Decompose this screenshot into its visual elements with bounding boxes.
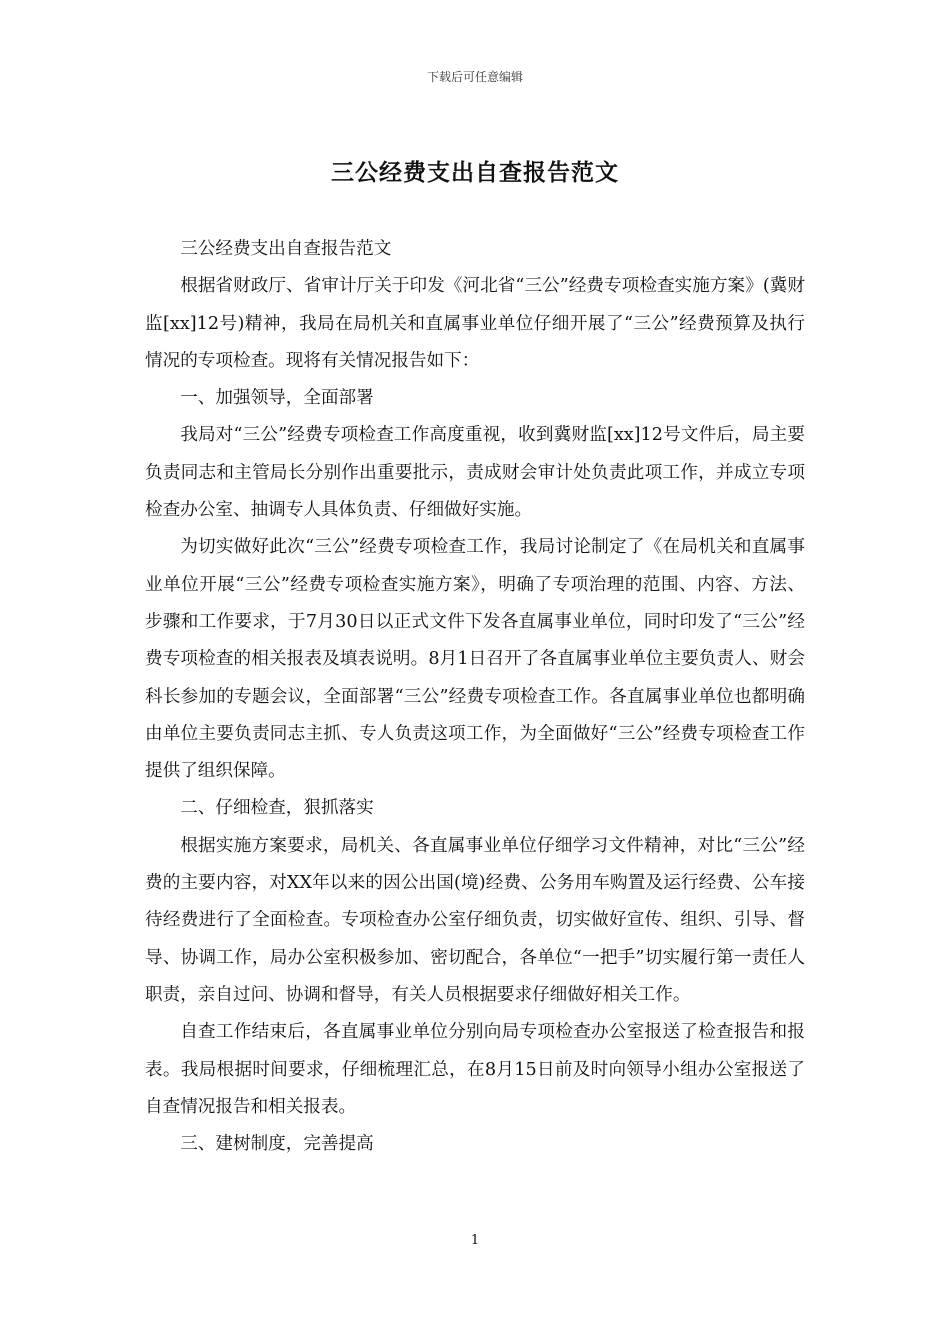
paragraph: 为切实做好此次“三公”经费专项检查工作，我局讨论制定了《在局机关和直属事业单位开展“三公”经费专项检查实施方案》，明确了专项治理的范围、内容、方法、步骤和工作要求，于7月30日以正式文件下发各直属事业单位，同时印发了“三公”经费专项检查的相关报表及填表说明。8月1日召开了各直属事业单位主要负责人、财会科长参加的专题会议，全面部署“三公”经费专项检查工作。各直属事业单位也都明确由单位主要负责同志主抓、专人负责这项工作，为全面做好“三公”经费专项检查工作提供了组织保障。 xyxy=(145,537,805,782)
document-body xyxy=(145,231,805,1163)
paragraph-intro: 根据省财政厅、省审计厅关于印发《河北省“三公”经费专项检查实施方案》(冀财监[xx]12号)精神，我局在局机关和直属事业单位仔细开展了“三公”经费预算及执行情况的专项检查。现将有关情况报告如下： xyxy=(145,276,805,371)
page-number: 1 xyxy=(470,1233,480,1248)
paragraph: 自查工作结束后，各直属事业单位分别向局专项检查办公室报送了检查报告和报表。我局根据时间要求，仔细梳理汇总，在8月15日前及时向领导小组办公室报送了自查情况报告和相关报表。 xyxy=(145,1022,805,1117)
section-heading-3: 三、建树制度，完善提高 xyxy=(180,1134,374,1155)
paragraph: 我局对“三公”经费专项检查工作高度重视，收到冀财监[xx]12号文件后，局主要负责同志和主管局长分别作出重要批示，责成财会审计处负责此项工作，并成立专项检查办公室、抽调专人具体负责、仔细做好实施。 xyxy=(145,425,805,521)
section-heading-1: 一、加强领导，全面部署 xyxy=(180,388,374,409)
paragraph-subtitle: 三公经费支出自查报告范文 xyxy=(180,239,392,259)
header-note: 下载后可任意编辑 xyxy=(426,70,523,84)
section-heading-2: 二、仔细检查，狠抓落实 xyxy=(180,798,374,819)
paragraph: 根据实施方案要求，局机关、各直属事业单位仔细学习文件精神，对比“三公”经费的主要内容，对XX年以来的因公出国(境)经费、公务用车购置及运行经费、公车接待经费进行了全面检查。专项检查办公室仔细负责，切实做好宣传、组织、引导、督导、协调工作，局办公室积极参加、密切配合，各单位“一把手”切实履行第一责任人职责，亲自过问、协调和督导，有关人员根据要求仔细做好相关工作。 xyxy=(145,835,805,1005)
document-title: 三公经费支出自查报告范文 xyxy=(331,159,619,186)
